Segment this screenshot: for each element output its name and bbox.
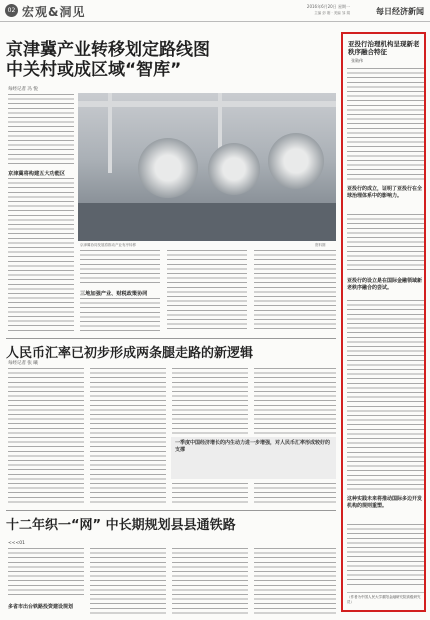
- sidebar-title[interactable]: 亚投行治理机构呈现新老秩序融合特征: [348, 40, 420, 56]
- section-title: 宏观&洞见: [22, 5, 86, 19]
- article1-headline-line1: 京津冀产业转移划定路线图: [6, 40, 210, 60]
- article1-body-col2b: [80, 298, 160, 333]
- article2-body-col3-bottom: [172, 483, 248, 506]
- article3-headline[interactable]: 十二年织一“网” 中长期规划县县通铁路: [6, 518, 236, 533]
- sidebar-body-4: [347, 524, 424, 588]
- article2-highlight-text: 一季度中国经济增长的内生动力进一步增强，对人民币汇率形成较好的支撑: [175, 440, 331, 453]
- opinion-sidebar: [341, 32, 426, 612]
- article1-byline: 每经记者 冯 悦: [8, 87, 38, 92]
- newspaper-masthead: 每日经济新闻: [376, 7, 424, 16]
- photo-credit: 资料图: [315, 243, 326, 247]
- article1-body-col2: [80, 250, 160, 285]
- sidebar-pull-quote-3: 这种实践未来将推动国际多边开发机构的规则重塑。: [347, 496, 423, 509]
- divider-2: [6, 510, 336, 511]
- divider-1: [6, 338, 336, 339]
- article3-body-col1: [8, 548, 84, 598]
- sidebar-body-2: [347, 214, 424, 274]
- photo-caption: 京津冀协同发展将推动产业有序转移: [80, 243, 136, 247]
- article1-subhead1: 京津冀将构建五大功能区: [8, 171, 66, 177]
- article2-headline[interactable]: 人民币汇率已初步形成两条腿走路的新逻辑: [6, 346, 254, 361]
- article2-body-col4-bottom: [254, 483, 336, 506]
- sidebar-byline: 张勋伟: [351, 58, 363, 63]
- article1-body-col3: [167, 250, 247, 333]
- issue-date: 2016年6月20日 星期一: [306, 4, 350, 9]
- article2-body-col1: [8, 368, 84, 506]
- page-number-badge: 02: [5, 4, 18, 17]
- article1-body-col1: [8, 178, 74, 333]
- article3-body-col4: [254, 548, 336, 614]
- article1-headline[interactable]: [6, 40, 336, 80]
- editor-credits: 主编 彭 刚 · 美编 邹 娟: [314, 11, 350, 15]
- article3-subhead: 多省市出台铁路投资建设规划: [8, 604, 74, 610]
- sidebar-pull-quote-2: 亚投行的设立是在国际金融领域新老秩序融合的尝试。: [347, 278, 423, 291]
- article1-photo: [78, 93, 336, 241]
- article1-headline-line2: 中关村或成区域“智库”: [6, 60, 182, 80]
- article1-body-col4: [254, 250, 336, 333]
- article2-byline: 每经记者 张 曦: [8, 361, 38, 366]
- article2-body-col4-top: [254, 368, 336, 434]
- article2-body-col3-top: [172, 368, 248, 434]
- sidebar-footer: （作者为中国人民大学重阳金融研究院高级研究员）: [347, 592, 424, 604]
- article2-body-col2: [90, 368, 166, 506]
- sidebar-body-1: [347, 68, 424, 182]
- sidebar-pull-quote-1: 亚投行的成立，证明了亚投行在全球治理体系中的影响力。: [347, 186, 423, 199]
- article3-byline: <<<01: [8, 541, 26, 546]
- article3-body-col2: [90, 548, 166, 614]
- article1-body-col1-top: [8, 94, 74, 166]
- article3-body-col3: [172, 548, 248, 614]
- sidebar-body-3: [347, 300, 424, 492]
- article1-subhead2: 三地加强产业、财税政策协同: [80, 291, 148, 297]
- page-header: [0, 0, 430, 22]
